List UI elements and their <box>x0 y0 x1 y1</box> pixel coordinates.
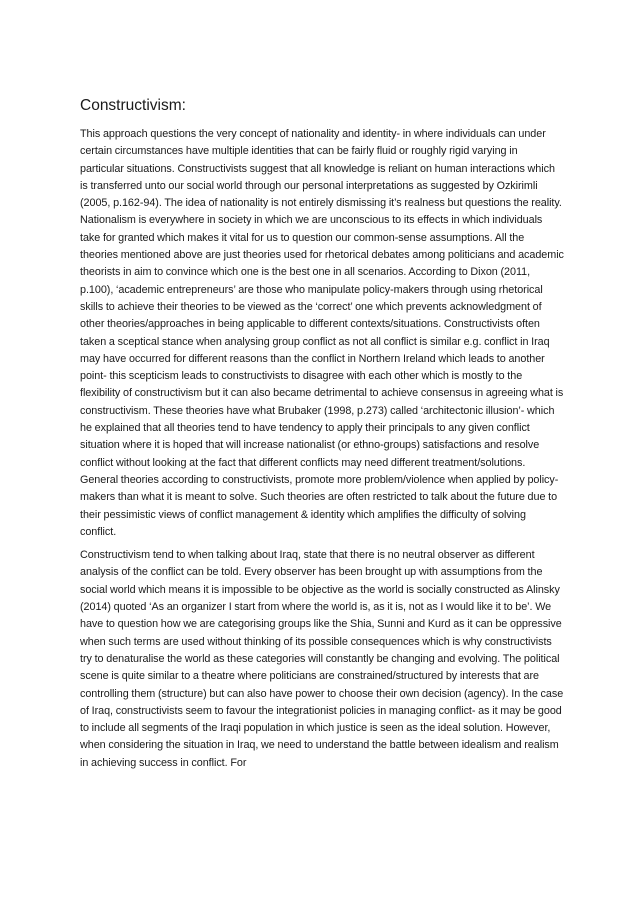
section-heading: Constructivism: <box>80 97 186 114</box>
paragraph-2: Constructivism tend to when talking about Iraq, state that there is no neutral observer as different analysis of the conflict can be told. Every observer has been brought up with assumptions from the social world which means it is impossible to be objective as the world is socially constructed as Alinsky (2014) quoted ‘As an organizer I start from where the world is, as it is, not as I would like it to be’. We have to question how we are categorising groups like the Shia, Sunni and Kurd as it can be oppressive when such terms are used without thinking of its possible consequences which is why constructivists try to denaturalise the world as these categories will constantly be changing and evolving. The political scene is quite similar to a theatre where politicians are constrained/structured by interests that are controlling them (structure) but can also have power to choose their own decision (agency). In the case of Iraq, constructivists seem to favour the integrationist policies in managing conflict- as it may be good to include all segments of the Iraqi population in which justice is seen as the ideal solution. However, when considering the situation in Iraq, we need to understand the battle between idealism and realism in achieving success in conflict. For <box>80 549 564 769</box>
document-page <box>80 96 564 778</box>
paragraph-1: This approach questions the very concept of nationality and identity- in where individuals can under certain circumstances have multiple identities that can be fairly fluid or roughly rigid varying in particular situations. Constructivists suggest that all knowledge is reliant on human interactions which is transferred unto our social world through our personal interpretations as suggested by Ozkirimli (2005, p.162-94). The idea of nationality is not entirely dismissing it’s realness but questions the reality. Nationalism is everywhere in society in which we are unconscious to its effects in which individuals take for granted which makes it vital for us to question our common-sense assumptions. All the theories mentioned above are just theories used for rhetorical debates among politicians and academic theorists in aim to convince which one is the best one in all scenarios. According to Dixon (2011, p.100), ‘academic entrepreneurs’ are those who manipulate policy-makers through using rhetorical skills to achieve their theories to be viewed as the ‘correct’ one which prevents acknowledgment of other theories/approaches in being applicable to different contexts/situations. Constructivists often taken a sceptical stance when analysing group conflict as not all conflict is similar e.g. conflict in Iraq may have occurred for different reasons than the conflict in Northern Ireland which leads to another point- this scepticism leads to constructivists to disagree with each other which is mostly to the flexibility of constructivism but it can also became detrimental to achieve consensus in agreeing what is constructivism. These theories have what Brubaker (1998, p.273) called ‘architectonic illusion’- which he explained that all theories tend to have tendency to apply their principals to any given conflict situation where it is hoped that will increase nationalist (or ethno-groups) satisfactions and resolve conflict without looking at the fact that different conflicts may need different treatment/solutions. General theories according to constructivists, promote more problem/violence when applied by policy-makers than what it is meant to solve. Such theories are often restricted to talk about the future due to their pessimistic views of conflict management & identity which amplifies the difficulty of solving conflict. <box>80 128 564 538</box>
